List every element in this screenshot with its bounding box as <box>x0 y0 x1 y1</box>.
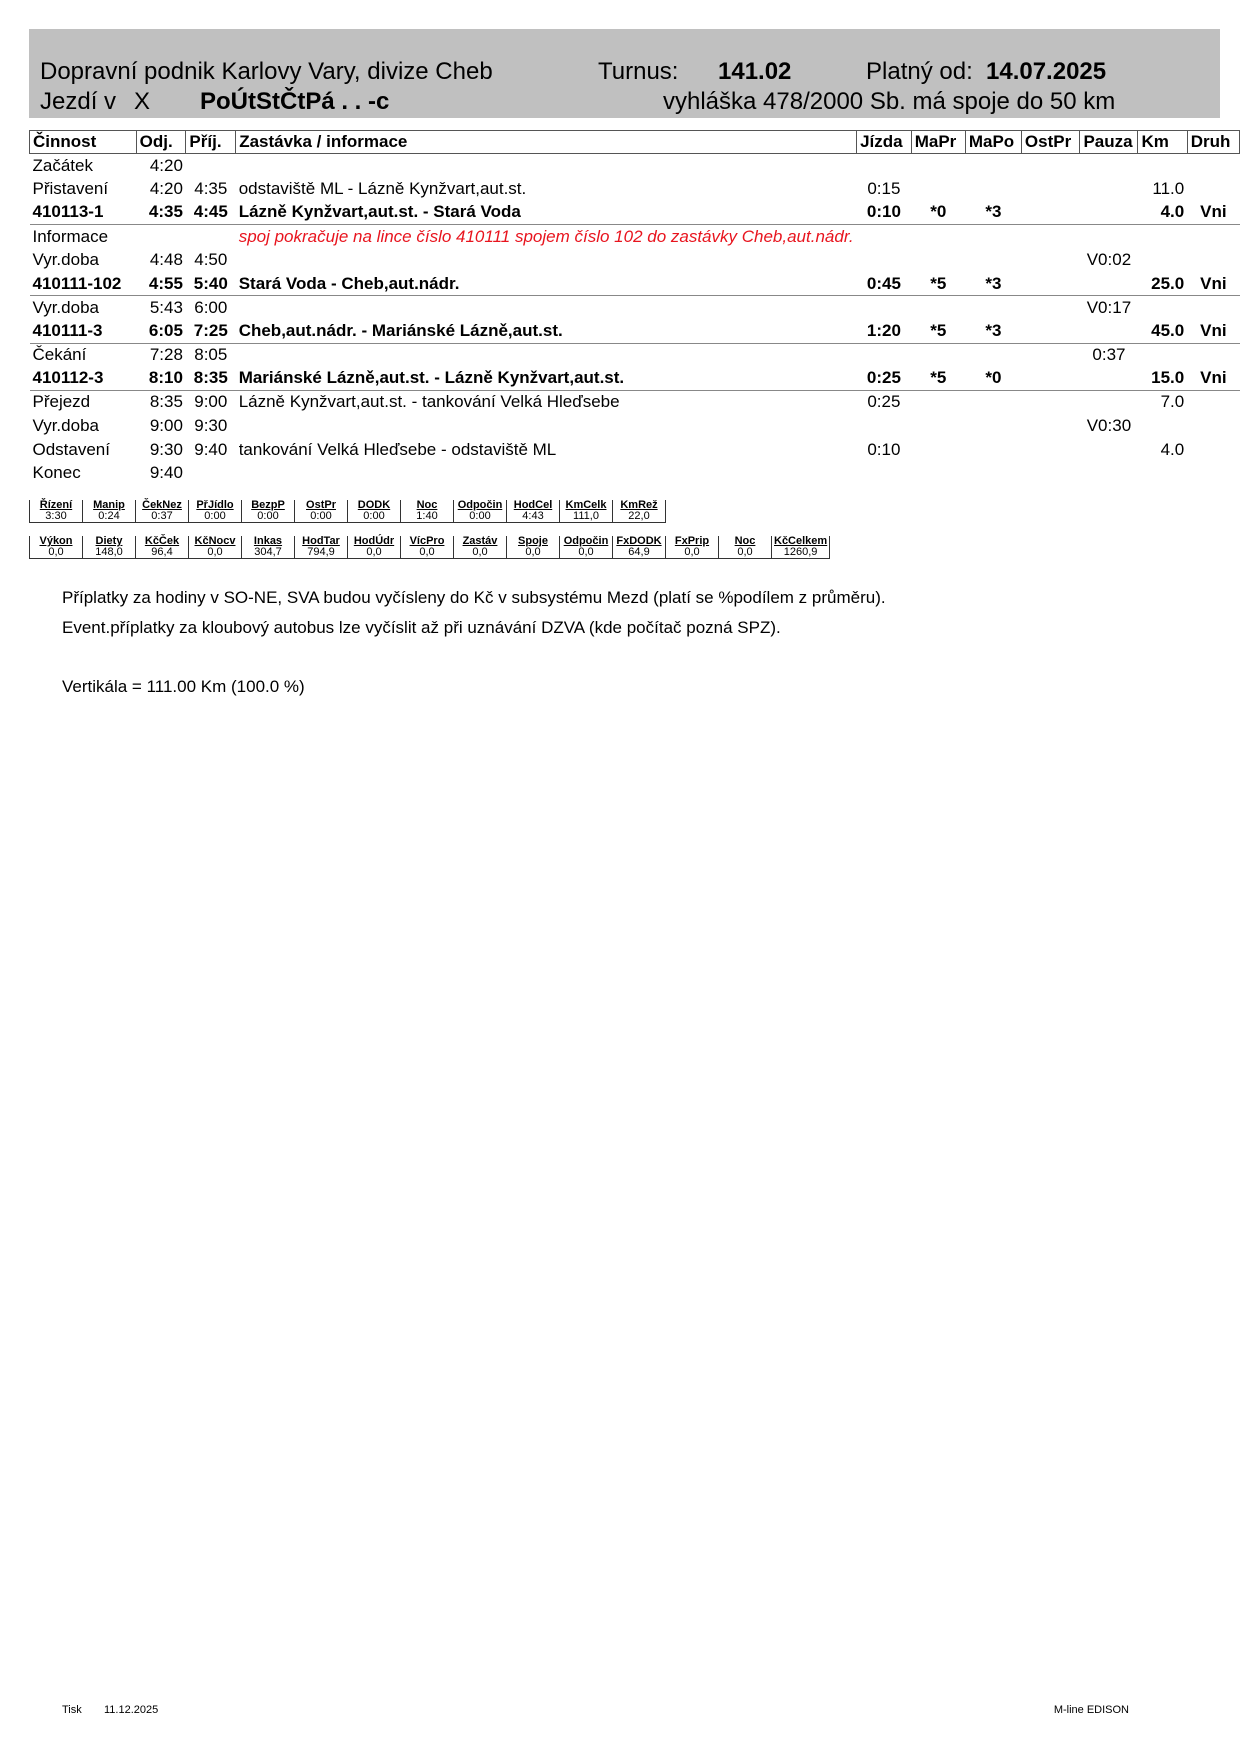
cell-mapr <box>911 461 965 485</box>
table-row <box>30 438 1240 462</box>
cell-pauza <box>1080 390 1138 414</box>
cell-mapo <box>965 154 1021 178</box>
summary-value: 0,0 <box>348 547 401 559</box>
cell-km <box>1138 414 1187 438</box>
summary-key: KčČek <box>136 536 189 547</box>
summary-value: 0,0 <box>666 547 719 559</box>
table-header <box>30 131 1240 154</box>
table-row <box>30 154 1240 178</box>
summary-value: 794,9 <box>295 547 348 559</box>
cell-ostpr <box>1021 272 1080 296</box>
cell-mapr <box>911 390 965 414</box>
cell-j: 0:25 <box>857 367 912 391</box>
cell-j <box>857 296 912 320</box>
cell-mapo <box>965 461 1021 485</box>
cell-odj: 4:55 <box>136 272 186 296</box>
cell-pauza <box>1080 154 1138 178</box>
summary-value: 0:00 <box>454 511 507 523</box>
cell-mapr <box>911 438 965 462</box>
cell-druh: Vni <box>1187 201 1239 225</box>
column-header: Km <box>1138 131 1187 154</box>
table-row <box>30 390 1240 414</box>
cell-c: Přistavení <box>32 179 109 199</box>
summary-key: FxPrip <box>666 536 719 547</box>
table-row <box>30 414 1240 438</box>
cell-z: tankování Velká Hleďsebe - odstaviště ML <box>238 439 557 459</box>
cell-mapo <box>965 296 1021 320</box>
cell-j <box>857 225 912 249</box>
summary-key: VícPro <box>401 536 454 547</box>
summary-key: HodTar <box>295 536 348 547</box>
summary-value: 0:00 <box>189 511 242 523</box>
summary-key: Zastáv <box>454 536 507 547</box>
cell-druh <box>1187 414 1239 438</box>
cell-mapo: *0 <box>965 367 1021 391</box>
summary-key: Řízení <box>30 500 83 511</box>
valid-from-label: Platný od: <box>866 58 973 85</box>
cell-prij <box>186 225 236 249</box>
table-row <box>30 248 1240 272</box>
cell-pauza: 0:37 <box>1092 345 1126 365</box>
cell-mapo: *3 <box>965 272 1021 296</box>
summary-value: 0,0 <box>560 547 613 559</box>
days-label: Jezdí v <box>40 88 117 115</box>
cell-km: 4.0 <box>1160 439 1185 459</box>
cell-c: Vyr.doba <box>32 297 99 317</box>
cell-mapr: *5 <box>911 319 965 343</box>
cell-c: Konec <box>32 463 81 483</box>
cell-pauza <box>1080 319 1138 343</box>
cell-j <box>857 248 912 272</box>
summary-value: 111,0 <box>560 511 613 523</box>
cell-ostpr <box>1021 225 1080 249</box>
cell-druh <box>1187 390 1239 414</box>
cell-odj: 4:35 <box>136 201 186 225</box>
cell-ostpr <box>1021 390 1080 414</box>
summary-key: HodCel <box>507 500 560 511</box>
cell-km: 11.0 <box>1152 179 1185 199</box>
summary-value: 3:30 <box>30 511 83 523</box>
cell-prij: 4:45 <box>186 201 236 225</box>
column-header: Odj. <box>136 131 186 154</box>
cell-j: 0:10 <box>867 439 901 459</box>
summary-value: 0,0 <box>189 547 242 559</box>
cell-z: Lázně Kynžvart,aut.st. - Stará Voda <box>236 201 857 225</box>
table-row <box>30 225 1240 249</box>
cell-pauza <box>1080 438 1138 462</box>
cell-j <box>857 461 912 485</box>
cell-pauza: V0:30 <box>1086 415 1132 435</box>
cell-odj: 4:20 <box>149 155 183 175</box>
summary-value: 1260,9 <box>772 547 830 559</box>
cell-prij <box>186 154 236 178</box>
cell-z <box>236 248 857 272</box>
cell-c: Informace <box>32 226 109 246</box>
cell-druh: Vni <box>1187 367 1239 391</box>
cell-ostpr <box>1021 296 1080 320</box>
cell-mapr <box>911 154 965 178</box>
cell-ostpr <box>1021 461 1080 485</box>
summary-value: 0,0 <box>30 547 83 559</box>
cell-z: odstaviště ML - Lázně Kynžvart,aut.st. <box>238 179 527 199</box>
cell-c: Vyr.doba <box>32 250 99 270</box>
cell-odj: 4:20 <box>149 179 183 199</box>
cell-z <box>236 296 857 320</box>
table-row <box>30 272 1240 296</box>
cell-pauza: V0:17 <box>1086 297 1132 317</box>
summary-value: 0,0 <box>507 547 560 559</box>
cell-c: Začátek <box>32 155 93 175</box>
turnus-value: 141.02 <box>718 58 792 85</box>
summary-value: 0,0 <box>454 547 507 559</box>
summary-key: BezpP <box>242 500 295 511</box>
summary-key: Noc <box>401 500 454 511</box>
cell-ostpr <box>1021 177 1080 201</box>
summary-key: Výkon <box>30 536 83 547</box>
cell-prij: 4:50 <box>194 250 228 270</box>
summary-table-2 <box>29 536 830 559</box>
summary-value: 0,0 <box>719 547 772 559</box>
summary-value: 0:24 <box>83 511 136 523</box>
cell-pauza <box>1080 225 1138 249</box>
cell-mapr <box>911 296 965 320</box>
cell-ostpr <box>1021 343 1080 367</box>
table-row <box>30 343 1240 367</box>
cell-mapo <box>965 225 1021 249</box>
summary-key: HodÚdr <box>348 536 401 547</box>
cell-c: Čekání <box>32 345 87 365</box>
cell-prij: 4:35 <box>194 179 228 199</box>
cell-c: 410111-102 <box>30 272 137 296</box>
company-name: Dopravní podnik Karlovy Vary, divize Cheb <box>40 58 493 85</box>
cell-mapr <box>911 414 965 438</box>
column-header: Jízda <box>857 131 912 154</box>
cell-km: 7.0 <box>1160 392 1185 412</box>
cell-odj: 5:43 <box>149 297 183 317</box>
summary-value: 304,7 <box>242 547 295 559</box>
note-surcharge-articulated: Event.příplatky za kloubový autobus lze vyčíslit až při uznávání DZVA (kde počítač pozná SPZ). <box>62 618 781 637</box>
table-row <box>30 367 1240 391</box>
summary-table-1 <box>29 500 666 523</box>
cell-prij <box>186 461 236 485</box>
cell-mapo <box>965 177 1021 201</box>
cell-z: Stará Voda - Cheb,aut.nádr. <box>236 272 857 296</box>
column-header: Příj. <box>186 131 236 154</box>
summary-key: KčNocv <box>189 536 242 547</box>
cell-j: 1:20 <box>857 319 912 343</box>
cell-druh <box>1187 154 1239 178</box>
summary-key: FxDODK <box>613 536 666 547</box>
cell-km <box>1138 248 1187 272</box>
summary-key: Odpočin <box>560 536 613 547</box>
cell-druh: Vni <box>1187 319 1239 343</box>
print-label: Tisk <box>62 1704 82 1716</box>
table-row <box>30 319 1240 343</box>
cell-druh <box>1187 461 1239 485</box>
cell-odj: 9:00 <box>149 415 183 435</box>
cell-mapr: *0 <box>911 201 965 225</box>
cell-ostpr <box>1021 414 1080 438</box>
summary-key: PřJídlo <box>189 500 242 511</box>
cell-j <box>857 154 912 178</box>
cell-ostpr <box>1021 201 1080 225</box>
cell-odj: 8:35 <box>149 392 183 412</box>
column-header: Pauza <box>1080 131 1138 154</box>
print-date: 11.12.2025 <box>104 1704 159 1716</box>
cell-z: spoj pokračuje na lince číslo 410111 spojem číslo 102 do zastávky Cheb,aut.nádr. <box>238 226 854 246</box>
summary-value: 1:40 <box>401 511 454 523</box>
cell-odj <box>136 225 186 249</box>
note-vertical: Vertikála = 111.00 Km (100.0 %) <box>62 677 305 696</box>
cell-mapo <box>965 248 1021 272</box>
summary-key: KmCelk <box>560 500 613 511</box>
cell-c: 410113-1 <box>30 201 137 225</box>
summary-value: 4:43 <box>507 511 560 523</box>
table-row <box>30 296 1240 320</box>
table-row <box>30 461 1240 485</box>
cell-prij: 8:35 <box>186 367 236 391</box>
cell-prij: 9:00 <box>194 392 228 412</box>
summary-value: 64,9 <box>613 547 666 559</box>
cell-mapo: *3 <box>965 201 1021 225</box>
summary-value: 0:00 <box>295 511 348 523</box>
days-x: X <box>134 88 151 115</box>
cell-j <box>857 414 912 438</box>
cell-odj: 6:05 <box>136 319 186 343</box>
cell-km <box>1138 461 1187 485</box>
cell-mapr: *5 <box>911 367 965 391</box>
cell-pauza <box>1080 201 1138 225</box>
summary-value: 0:00 <box>348 511 401 523</box>
cell-pauza <box>1080 461 1138 485</box>
cell-km: 4.0 <box>1138 201 1187 225</box>
cell-mapo <box>965 438 1021 462</box>
cell-prij: 9:30 <box>194 415 228 435</box>
cell-mapr <box>911 248 965 272</box>
cell-ostpr <box>1021 438 1080 462</box>
cell-c: Vyr.doba <box>32 415 99 435</box>
cell-ostpr <box>1021 319 1080 343</box>
cell-z: Lázně Kynžvart,aut.st. - tankování Velká Hleďsebe <box>238 392 620 412</box>
note-surcharge-weekend: Příplatky za hodiny v SO-NE, SVA budou vyčísleny do Kč v subsystému Mezd (platí se %podílem z průměru). <box>62 588 886 607</box>
cell-j: 0:45 <box>857 272 912 296</box>
cell-prij: 7:25 <box>186 319 236 343</box>
cell-km <box>1138 225 1187 249</box>
cell-mapr: *5 <box>911 272 965 296</box>
column-header: MaPr <box>911 131 965 154</box>
cell-ostpr <box>1021 248 1080 272</box>
table-row <box>30 201 1240 225</box>
cell-j: 0:25 <box>867 392 901 412</box>
cell-prij: 8:05 <box>194 345 228 365</box>
cell-pauza <box>1080 177 1138 201</box>
summary-value: 148,0 <box>83 547 136 559</box>
cell-z <box>236 154 857 178</box>
column-header: Zastávka / informace <box>236 131 857 154</box>
cell-druh <box>1187 225 1239 249</box>
cell-prij: 5:40 <box>186 272 236 296</box>
regulation-note: vyhláška 478/2000 Sb. má spoje do 50 km <box>663 88 1116 115</box>
cell-mapo <box>965 343 1021 367</box>
summary-key: Noc <box>719 536 772 547</box>
summary-key: Odpočin <box>454 500 507 511</box>
cell-mapo <box>965 390 1021 414</box>
cell-z: Mariánské Lázně,aut.st. - Lázně Kynžvart,aut.st. <box>236 367 857 391</box>
summary-key: Diety <box>83 536 136 547</box>
cell-c: Přejezd <box>32 392 91 412</box>
summary-key: Inkas <box>242 536 295 547</box>
cell-odj: 8:10 <box>136 367 186 391</box>
summary-value: 22,0 <box>613 511 666 523</box>
cell-ostpr <box>1021 154 1080 178</box>
summary-value: 0:00 <box>242 511 295 523</box>
cell-mapo: *3 <box>965 319 1021 343</box>
turnus-label: Turnus: <box>598 58 679 85</box>
summary-key: OstPr <box>295 500 348 511</box>
cell-mapr <box>911 177 965 201</box>
cell-z <box>236 343 857 367</box>
column-header: OstPr <box>1021 131 1080 154</box>
cell-druh <box>1187 343 1239 367</box>
summary-key: KčCelkem <box>772 536 830 547</box>
summary-key: DODK <box>348 500 401 511</box>
cell-j: 0:10 <box>857 201 912 225</box>
summary-key: Manip <box>83 500 136 511</box>
summary-key: ČekNez <box>136 500 189 511</box>
cell-prij: 9:40 <box>194 439 228 459</box>
column-header: Činnost <box>30 131 137 154</box>
cell-km <box>1138 343 1187 367</box>
cell-odj: 4:48 <box>149 250 183 270</box>
summary-key: KmRež <box>613 500 666 511</box>
cell-prij: 6:00 <box>194 297 228 317</box>
cell-pauza <box>1080 367 1138 391</box>
column-header: MaPo <box>965 131 1021 154</box>
column-header: Druh <box>1187 131 1239 154</box>
summary-value: 96,4 <box>136 547 189 559</box>
cell-z: Cheb,aut.nádr. - Mariánské Lázně,aut.st. <box>236 319 857 343</box>
valid-from-date: 14.07.2025 <box>986 58 1107 85</box>
summary-value: 0,0 <box>401 547 454 559</box>
summary-value: 0:37 <box>136 511 189 523</box>
cell-odj: 9:30 <box>149 439 183 459</box>
cell-j: 0:15 <box>867 179 901 199</box>
table-row <box>30 177 1240 201</box>
cell-druh: Vni <box>1187 272 1239 296</box>
cell-pauza <box>1080 272 1138 296</box>
cell-c: 410111-3 <box>30 319 137 343</box>
cell-mapr <box>911 225 965 249</box>
software-name: M-line EDISON <box>1053 1704 1129 1716</box>
cell-km <box>1138 154 1187 178</box>
cell-km: 45.0 <box>1138 319 1187 343</box>
cell-odj: 9:40 <box>149 463 183 483</box>
cell-mapo <box>965 414 1021 438</box>
cell-odj: 7:28 <box>149 345 183 365</box>
summary-key: Spoje <box>507 536 560 547</box>
cell-km: 15.0 <box>1138 367 1187 391</box>
cell-km: 25.0 <box>1138 272 1187 296</box>
cell-ostpr <box>1021 367 1080 391</box>
cell-druh <box>1187 296 1239 320</box>
cell-druh <box>1187 438 1239 462</box>
cell-druh <box>1187 248 1239 272</box>
cell-z <box>236 414 857 438</box>
cell-c: Odstavení <box>32 439 110 459</box>
cell-j <box>857 343 912 367</box>
operating-days: PoÚtStČtPá . . -c <box>200 88 390 115</box>
cell-pauza: V0:02 <box>1086 250 1132 270</box>
schedule-table <box>29 130 1240 485</box>
cell-km <box>1138 296 1187 320</box>
cell-z <box>236 461 857 485</box>
cell-druh <box>1187 177 1239 201</box>
cell-mapr <box>911 343 965 367</box>
cell-c: 410112-3 <box>30 367 137 391</box>
